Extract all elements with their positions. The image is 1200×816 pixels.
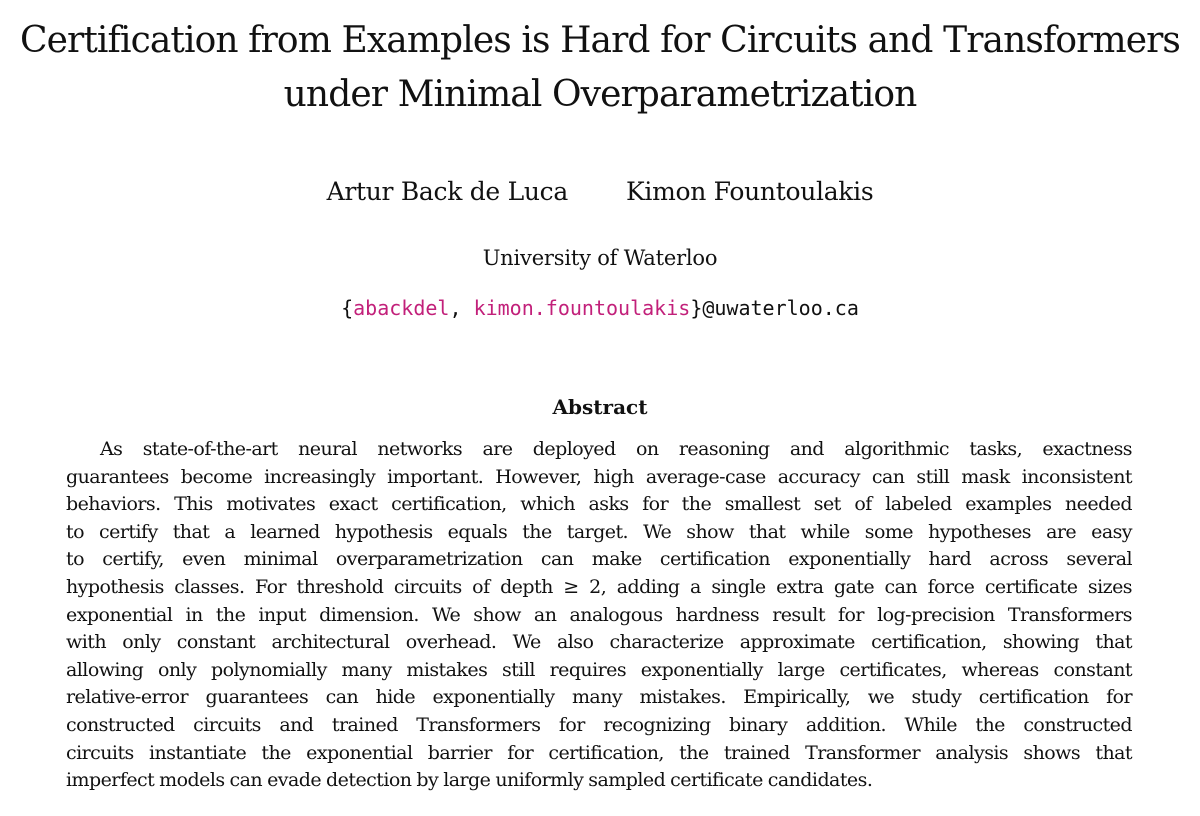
abstract-line: imperfect models can evade detection by large uniformly sampled certificate candidates. xyxy=(66,769,873,792)
abstract-line: As state-of-the-art neural networks are deployed on reasoning and algorithmic tasks, exactness xyxy=(100,438,1132,460)
abstract-line: to certify, even minimal overparametrization can make certification exponentially hard across several xyxy=(66,548,1132,571)
email-link-abackdel[interactable]: abackdel xyxy=(353,296,450,320)
paper-title xyxy=(0,14,1200,122)
email-domain: }@uwaterloo.ca xyxy=(690,296,859,320)
abstract-line: constructed circuits and trained Transformers for recognizing binary addition. While the constructed xyxy=(66,713,1132,736)
author-name: Kimon Fountoulakis xyxy=(626,177,874,206)
abstract-line: hypothesis classes. For threshold circuits of depth ≥ 2, adding a single extra gate can force certificate sizes xyxy=(66,575,1132,598)
abstract-line: to certify that a learned hypothesis equals the target. We show that while some hypotheses are easy xyxy=(66,520,1132,543)
author-name: Artur Back de Luca xyxy=(326,177,568,206)
abstract-line: exponential in the input dimension. We show an analogous hardness result for log-precision Transformers xyxy=(66,603,1132,626)
abstract-line: allowing only polynomially many mistakes still requires exponentially large certificates, whereas constant xyxy=(66,658,1132,681)
abstract-heading: Abstract xyxy=(552,395,648,419)
abstract-body xyxy=(66,436,1132,795)
author-list xyxy=(0,172,1200,212)
abstract-line: behaviors. This motivates exact certification, which asks for the smallest set of labeled examples needed xyxy=(66,493,1132,516)
abstract-line: relative-error guarantees can hide exponentially many mistakes. Empirically, we study certification for xyxy=(66,686,1132,709)
paper-title-line: Certification from Examples is Hard for Circuits and Transformers xyxy=(20,20,1180,61)
email-separator: , xyxy=(449,296,474,320)
affiliation: University of Waterloo xyxy=(482,246,718,270)
email-open-brace: { xyxy=(341,296,354,320)
abstract-line: guarantees become increasingly important. However, high average-case accuracy can still mask inconsistent xyxy=(66,465,1132,488)
abstract-line: circuits instantiate the exponential barrier for certification, the trained Transformer analysis shows that xyxy=(66,741,1132,764)
abstract-line: with only constant architectural overhead. We also characterize approximate certification, showing that xyxy=(66,631,1132,654)
paper-title-line: under Minimal Overparametrization xyxy=(283,74,917,115)
author-emails xyxy=(0,292,1200,324)
email-link-kimon[interactable]: kimon.fountoulakis xyxy=(473,296,691,320)
